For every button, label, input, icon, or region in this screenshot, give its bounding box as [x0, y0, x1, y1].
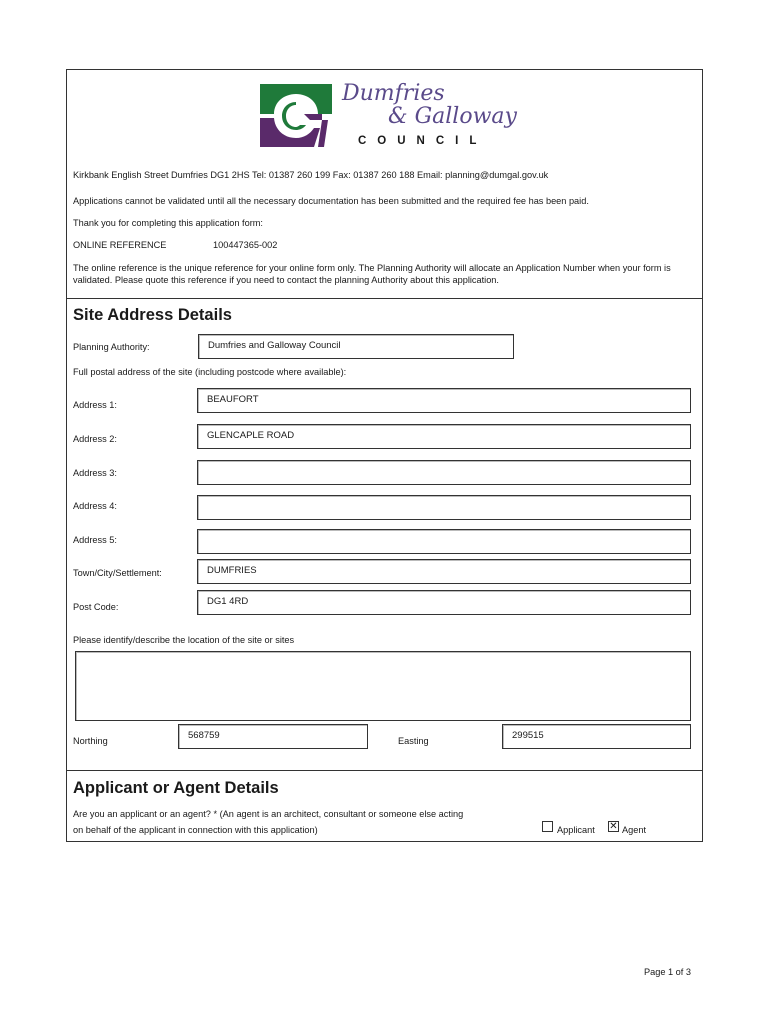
- reference-note: The online reference is the unique reference for your online form only. The Planning Authority will allocate an Application Number when your form is validated. Please quote this reference if you need to contact the planning Authority about this application.: [73, 263, 671, 285]
- town-label: Town/City/Settlement:: [73, 568, 162, 578]
- address3-label: Address 3:: [73, 468, 117, 478]
- easting-value: 299515: [512, 730, 544, 741]
- logo-text-dumfries: Dumfries: [342, 81, 445, 106]
- agent-checked-mark: ✕: [609, 821, 618, 832]
- council-logo: [260, 84, 335, 147]
- thanks-note: Thank you for completing this application form:: [73, 218, 263, 228]
- site-address-title: Site Address Details: [73, 306, 232, 324]
- logo-text-galloway: & Galloway: [388, 104, 517, 129]
- address4-label: Address 4:: [73, 501, 117, 511]
- applicant-option-label: Applicant: [557, 825, 595, 835]
- validation-note: Applications cannot be validated until all the necessary documentation has been submitted and the required fee has been paid.: [73, 196, 589, 206]
- location-textarea[interactable]: [75, 651, 691, 721]
- applicant-checkbox[interactable]: [542, 821, 553, 832]
- address2-field[interactable]: [197, 424, 691, 449]
- easting-label: Easting: [398, 736, 429, 746]
- northing-label: Northing: [73, 736, 108, 746]
- agent-option-label: Agent: [622, 825, 647, 835]
- logo-text-council: COUNCIL: [358, 135, 488, 147]
- page-number: Page 1 of 3: [644, 967, 691, 977]
- applicant-title: Applicant or Agent Details: [73, 779, 279, 797]
- address5-label: Address 5:: [73, 535, 117, 545]
- online-reference-value: 100447365-002: [213, 240, 278, 250]
- online-reference-label: ONLINE REFERENCE: [73, 240, 167, 250]
- contact-details: Kirkbank English Street Dumfries DG1 2HS Tel: 01387 260 199 Fax: 01387 260 188 Email: planning@dumgal.gov.uk: [73, 170, 549, 180]
- applicant-question-line2: on behalf of the applicant in connection with this application): [73, 825, 318, 835]
- address2-value: GLENCAPLE ROAD: [207, 430, 295, 441]
- postcode-field[interactable]: [197, 590, 691, 615]
- applicant-question-line1: Are you an applicant or an agent? * (An agent is an architect, consultant or someone else acting: [73, 809, 464, 819]
- easting-field[interactable]: [502, 724, 691, 749]
- postcode-label: Post Code:: [73, 602, 119, 612]
- planning-authority-label: Planning Authority:: [73, 342, 150, 352]
- agent-checkbox[interactable]: [608, 821, 619, 832]
- address2-label: Address 2:: [73, 434, 117, 444]
- address1-label: Address 1:: [73, 400, 117, 410]
- postcode-value: DG1 4RD: [207, 596, 249, 607]
- location-prompt: Please identify/describe the location of the site or sites: [73, 635, 295, 645]
- address3-field[interactable]: [197, 460, 691, 485]
- address4-field[interactable]: [197, 495, 691, 520]
- address5-field[interactable]: [197, 529, 691, 554]
- address1-field[interactable]: [197, 388, 691, 413]
- town-value: DUMFRIES: [207, 565, 257, 576]
- address1-value: BEAUFORT: [207, 394, 259, 405]
- postal-address-prompt: Full postal address of the site (including postcode where available):: [73, 367, 347, 377]
- northing-field[interactable]: [178, 724, 368, 749]
- council-logo-mark: [260, 84, 335, 147]
- planning-authority-field[interactable]: [198, 334, 514, 359]
- northing-value: 568759: [188, 730, 220, 741]
- town-field[interactable]: [197, 559, 691, 584]
- planning-authority-value: Dumfries and Galloway Council: [208, 340, 341, 351]
